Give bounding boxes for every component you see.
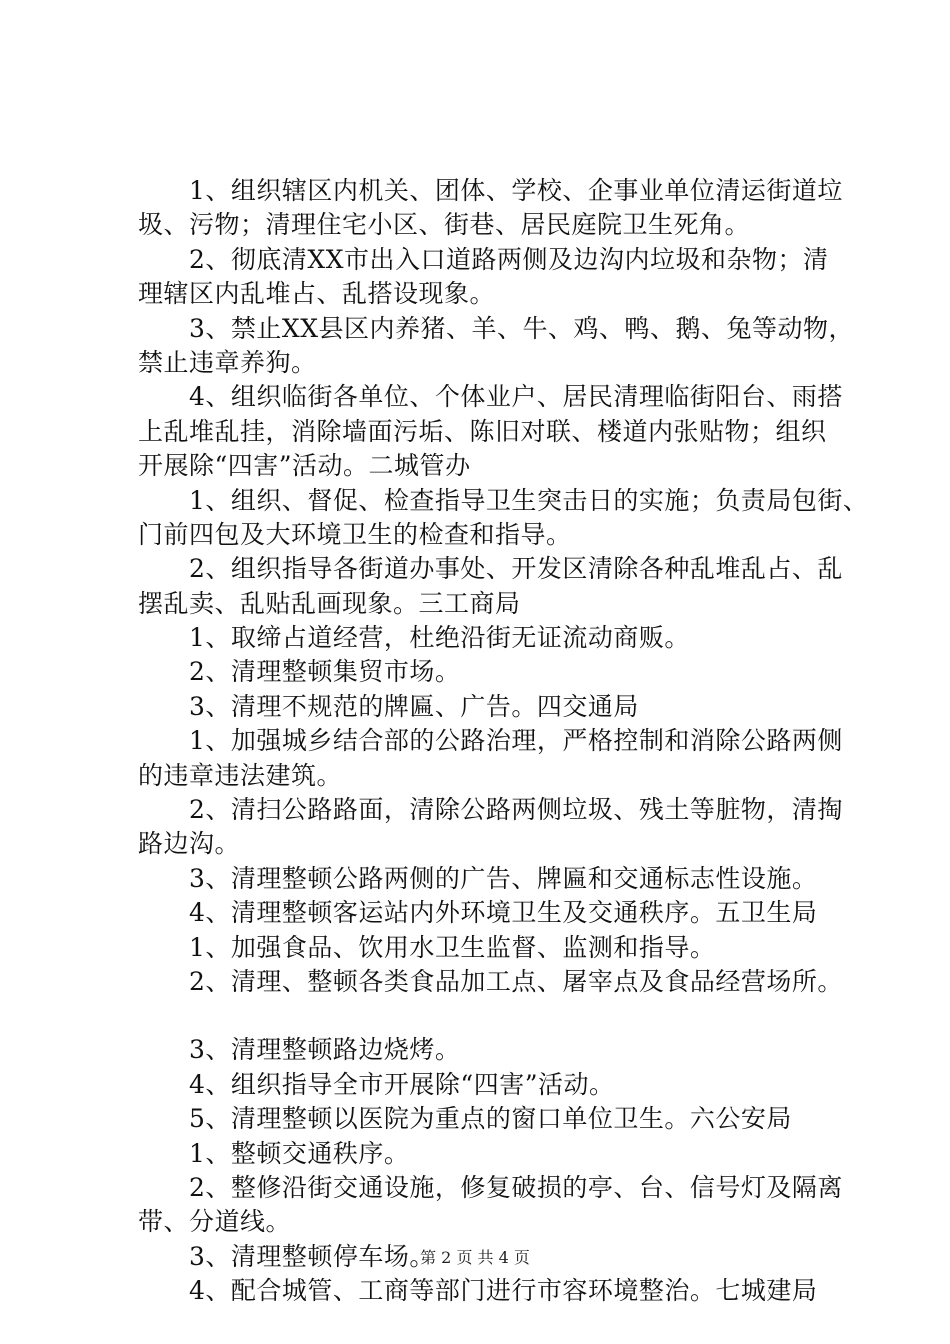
text-line: 2、彻底清XX市出入口道路两侧及边沟内垃圾和杂物；清 (138, 244, 829, 274)
text-line: 3、清理整顿公路两侧的广告、牌匾和交通标志性设施。 (138, 863, 818, 893)
page-footer: 第 2 页 共 4 页 (420, 1248, 530, 1267)
text-block-first (138, 174, 869, 999)
text-line: 2、清理整顿集贸市场。 (138, 657, 461, 687)
text-line: 1、组织辖区内机关、团体、学校、企事业单位清运街道垃 (138, 176, 843, 205)
text-line: 开展除“四害”活动。二城管办 (138, 451, 471, 481)
text-line: 理辖区内乱堆占、乱搭设现象。 (138, 279, 496, 309)
text-line: 3、清理不规范的牌匾、广告。四交通局 (138, 691, 639, 721)
text-line: 2、清理、整顿各类食品加工点、屠宰点及食品经营场所。 (138, 966, 843, 996)
text-line: 摆乱卖、乱贴乱画现象。三工商局 (138, 588, 521, 618)
text-line: 1、整顿交通秩序。 (138, 1138, 410, 1168)
text-line: 1、取缔占道经营，杜绝沿街无证流动商贩。 (138, 623, 690, 653)
text-line: 1、加强城乡结合部的公路治理，严格控制和消除公路两侧 (138, 726, 843, 756)
text-line: 圾、污物；清理住宅小区、街巷、居民庭院卫生死角。 (138, 210, 751, 240)
text-line: 3、禁止XX县区内养猪、羊、牛、鸡、鸭、鹅、兔等动物， (138, 313, 855, 343)
text-line: 带、分道线。 (138, 1207, 292, 1237)
text-line: 禁止违章养狗。 (138, 347, 317, 377)
text-line: 的违章违法建筑。 (138, 760, 343, 790)
text-line: 3、清理整顿路边烧烤。 (138, 1035, 461, 1065)
text-line: 门前四包及大环境卫生的检查和指导。 (138, 519, 572, 549)
text-line: 1、加强食品、饮用水卫生监督、监测和指导。 (138, 932, 716, 962)
text-line: 路边沟。 (138, 829, 241, 859)
text-line: 5、清理整顿以医院为重点的窗口单位卫生。六公安局 (138, 1104, 792, 1134)
text-line: 4、配合城管、工商等部门进行市容环境整治。七城建局 (138, 1276, 818, 1306)
text-line: 2、清扫公路路面，清除公路两侧垃圾、残土等脏物，清掏 (138, 795, 843, 825)
text-line: 4、清理整顿客运站内外环境卫生及交通秩序。五卫生局 (138, 898, 818, 928)
text-line: 上乱堆乱挂，消除墙面污垢、陈旧对联、楼道内张贴物；组织 (138, 416, 827, 446)
paragraph-gap (138, 999, 838, 1033)
text-line: 4、组织临街各单位、个体业户、居民清理临街阳台、雨搭 (138, 382, 843, 412)
text-line: 2、组织指导各街道办事处、开发区清除各种乱堆乱占、乱 (138, 554, 843, 584)
text-line: 3、清理整顿停车场。 (138, 1241, 435, 1271)
text-line: 4、组织指导全市开展除“四害”活动。 (138, 1069, 615, 1099)
text-line: 1、组织、督促、检查指导卫生突击日的实施；负责局包街、 (138, 485, 869, 515)
text-line: 2、整修沿街交通设施，修复破损的亭、台、信号灯及隔离 (138, 1172, 843, 1202)
document-body (138, 174, 869, 1309)
